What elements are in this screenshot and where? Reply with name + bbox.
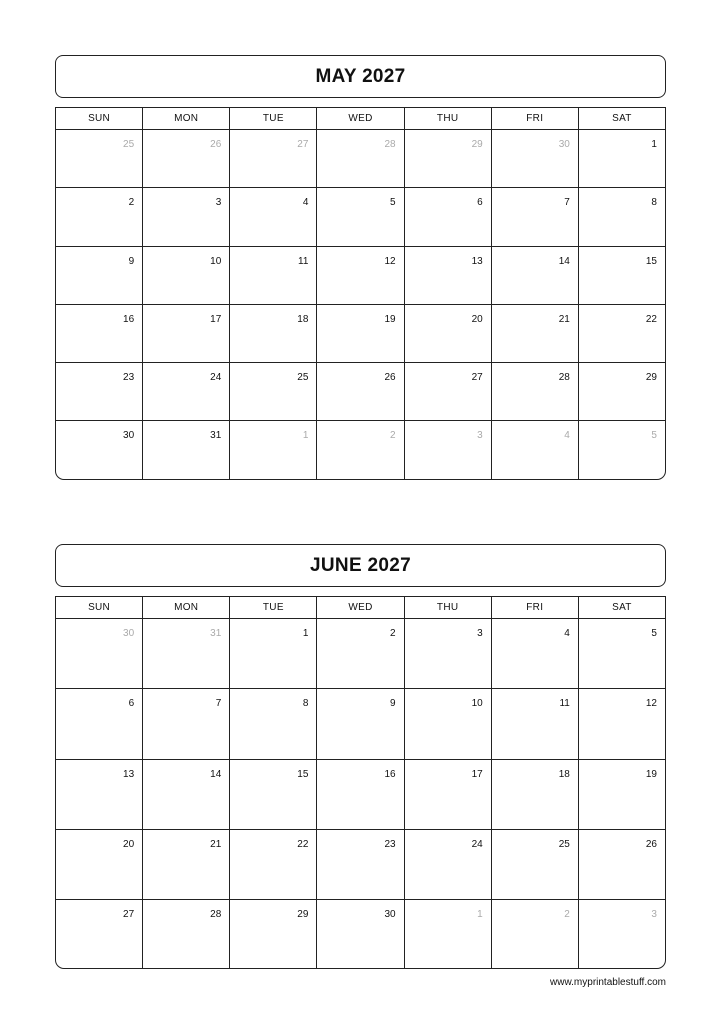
day-number: 22 <box>645 313 657 325</box>
day-number: 16 <box>384 768 396 780</box>
day-number: 28 <box>210 909 222 921</box>
weekday-label: SUN <box>56 108 143 129</box>
weekday-label: SAT <box>612 602 632 613</box>
day-number: 20 <box>123 838 135 850</box>
day-number: 27 <box>471 372 483 384</box>
day-number: 4 <box>564 628 570 639</box>
weekday-label: TUE <box>230 108 317 129</box>
day-cell <box>56 421 143 479</box>
day-cell <box>230 247 317 304</box>
day-cell <box>492 830 579 899</box>
weekday-header-row <box>56 597 665 619</box>
day-number: 27 <box>123 909 135 921</box>
day-cell <box>317 305 404 362</box>
week-row <box>56 830 665 900</box>
day-cell <box>579 247 665 304</box>
day-number: 2 <box>390 430 396 442</box>
weekday-label: WED <box>317 108 404 129</box>
day-cell <box>230 363 317 420</box>
day-cell <box>579 830 665 899</box>
day-number: 17 <box>471 768 483 780</box>
day-number: 15 <box>297 768 309 780</box>
day-number: 14 <box>558 255 570 267</box>
weekday-label: WED <box>317 597 404 618</box>
day-cell <box>56 363 143 420</box>
day-cell <box>317 760 404 829</box>
day-number: 30 <box>123 430 135 442</box>
day-number: 31 <box>210 628 222 639</box>
day-cell <box>492 619 579 688</box>
day-cell <box>405 188 492 245</box>
day-cell <box>405 689 492 758</box>
day-cell <box>56 760 143 829</box>
day-cell <box>56 247 143 304</box>
day-number: 11 <box>559 698 570 710</box>
day-cell <box>317 900 404 969</box>
day-number: 30 <box>123 628 135 639</box>
day-cell <box>492 188 579 245</box>
day-number: 9 <box>128 255 135 267</box>
adjacent-month-day-cell <box>143 619 230 688</box>
week-row <box>56 188 665 246</box>
adjacent-month-day-cell <box>56 619 143 688</box>
day-number: 28 <box>558 372 570 384</box>
day-number: 3 <box>477 430 483 442</box>
weekday-label: THU <box>405 597 492 618</box>
day-cell <box>405 830 492 899</box>
adjacent-month-day-cell <box>317 421 404 479</box>
day-cell <box>230 900 317 969</box>
day-cell <box>492 305 579 362</box>
day-number: 12 <box>384 255 396 267</box>
day-cell <box>317 689 404 758</box>
day-number: 15 <box>645 255 657 267</box>
june-month-title: JUNE 2027 <box>55 544 666 587</box>
day-cell <box>56 689 143 758</box>
adjacent-month-day-cell <box>492 900 579 969</box>
day-cell <box>405 363 492 420</box>
day-cell <box>143 830 230 899</box>
day-number: 11 <box>298 255 309 267</box>
day-cell <box>317 247 404 304</box>
day-cell <box>143 689 230 758</box>
day-number: 5 <box>651 430 657 442</box>
day-cell <box>405 760 492 829</box>
day-number: 17 <box>210 313 222 325</box>
day-number: 30 <box>384 909 396 921</box>
day-number: 22 <box>297 838 309 850</box>
day-number: 14 <box>210 768 222 780</box>
day-cell <box>405 305 492 362</box>
day-number: 24 <box>471 838 483 850</box>
day-cell <box>405 247 492 304</box>
day-number: 1 <box>477 909 483 921</box>
week-row <box>56 421 665 479</box>
day-number: 26 <box>384 372 396 384</box>
day-number: 28 <box>384 139 396 150</box>
day-number: 18 <box>297 313 309 325</box>
day-number: 25 <box>558 838 570 850</box>
day-number: 9 <box>390 698 396 710</box>
weekday-label: TUE <box>230 597 317 618</box>
day-number: 4 <box>302 197 309 209</box>
week-row <box>56 619 665 689</box>
week-row <box>56 760 665 830</box>
day-number: 13 <box>123 768 135 780</box>
adjacent-month-day-cell <box>56 130 143 187</box>
adjacent-month-day-cell <box>579 421 665 479</box>
day-cell <box>56 900 143 969</box>
day-number: 5 <box>651 628 657 639</box>
day-number: 26 <box>645 838 657 850</box>
day-cell <box>143 760 230 829</box>
day-number: 29 <box>471 139 483 150</box>
day-number: 6 <box>128 698 135 710</box>
footer-website: www.myprintablestuff.com <box>550 977 666 988</box>
week-row <box>56 689 665 759</box>
day-number: 19 <box>645 768 657 780</box>
day-cell <box>56 830 143 899</box>
day-number: 23 <box>123 372 135 384</box>
day-number: 2 <box>128 197 135 209</box>
day-cell <box>143 363 230 420</box>
adjacent-month-day-cell <box>143 130 230 187</box>
day-number: 12 <box>645 698 657 710</box>
adjacent-month-day-cell <box>492 130 579 187</box>
day-cell <box>143 247 230 304</box>
day-number: 3 <box>477 628 483 639</box>
may-month-title: MAY 2027 <box>55 55 666 98</box>
day-cell <box>579 363 665 420</box>
day-cell <box>579 130 665 187</box>
day-number: 5 <box>390 197 396 209</box>
day-number: 8 <box>651 197 657 209</box>
day-cell <box>230 619 317 688</box>
day-cell <box>317 830 404 899</box>
weekday-label: FRI <box>492 597 579 618</box>
day-number: 2 <box>564 909 570 921</box>
adjacent-month-day-cell <box>405 421 492 479</box>
day-number: 18 <box>558 768 570 780</box>
day-number: 13 <box>471 255 483 267</box>
day-number: 10 <box>210 255 222 267</box>
adjacent-month-day-cell <box>492 421 579 479</box>
june-calendar-grid <box>55 596 666 969</box>
day-number: 19 <box>384 313 396 325</box>
day-cell <box>579 619 665 688</box>
day-number: 4 <box>564 430 570 442</box>
day-cell <box>56 188 143 245</box>
day-cell <box>143 900 230 969</box>
weekday-label: MON <box>143 108 230 129</box>
day-number: 1 <box>302 430 309 442</box>
day-cell <box>230 689 317 758</box>
day-cell <box>230 188 317 245</box>
day-cell <box>579 305 665 362</box>
day-number: 27 <box>297 139 309 150</box>
day-cell <box>230 305 317 362</box>
day-cell <box>143 305 230 362</box>
day-cell <box>579 689 665 758</box>
week-row <box>56 900 665 969</box>
may-calendar-grid <box>55 107 666 480</box>
day-cell <box>143 421 230 479</box>
week-row <box>56 247 665 305</box>
day-cell <box>405 619 492 688</box>
adjacent-month-day-cell <box>405 130 492 187</box>
day-number: 24 <box>210 372 222 384</box>
day-number: 25 <box>123 139 135 150</box>
weekday-label: THU <box>405 108 492 129</box>
weekday-label: MON <box>143 597 230 618</box>
weekday-label: FRI <box>492 108 579 129</box>
day-number: 7 <box>215 698 222 710</box>
day-cell <box>317 363 404 420</box>
day-number: 16 <box>123 313 135 325</box>
week-row <box>56 305 665 363</box>
day-number: 21 <box>210 838 222 850</box>
weekday-label: SUN <box>56 597 143 618</box>
day-number: 1 <box>302 628 309 639</box>
day-number: 6 <box>477 197 483 209</box>
day-number: 21 <box>558 313 570 325</box>
day-cell <box>492 247 579 304</box>
weekday-header-row <box>56 108 665 130</box>
day-cell <box>56 305 143 362</box>
day-number: 30 <box>558 139 570 150</box>
day-number: 10 <box>471 698 483 710</box>
day-number: 29 <box>297 909 309 921</box>
day-cell <box>317 619 404 688</box>
week-row <box>56 130 665 188</box>
adjacent-month-day-cell <box>317 130 404 187</box>
day-cell <box>492 760 579 829</box>
day-cell <box>579 188 665 245</box>
day-number: 20 <box>471 313 483 325</box>
day-number: 1 <box>651 139 657 150</box>
day-number: 3 <box>651 909 657 921</box>
adjacent-month-day-cell <box>579 900 665 969</box>
day-cell <box>230 830 317 899</box>
day-cell <box>579 760 665 829</box>
adjacent-month-day-cell <box>405 900 492 969</box>
weekday-label: SAT <box>612 113 632 124</box>
day-number: 2 <box>390 628 396 639</box>
day-number: 26 <box>210 139 222 150</box>
day-number: 23 <box>384 838 396 850</box>
day-cell <box>230 760 317 829</box>
adjacent-month-day-cell <box>230 130 317 187</box>
week-row <box>56 363 665 421</box>
adjacent-month-day-cell <box>230 421 317 479</box>
day-cell <box>492 689 579 758</box>
day-number: 3 <box>215 197 222 209</box>
day-number: 29 <box>645 372 657 384</box>
day-cell <box>317 188 404 245</box>
day-number: 8 <box>302 698 309 710</box>
day-number: 31 <box>210 430 222 442</box>
day-number: 25 <box>297 372 309 384</box>
day-number: 7 <box>564 197 570 209</box>
day-cell <box>143 188 230 245</box>
day-cell <box>492 363 579 420</box>
